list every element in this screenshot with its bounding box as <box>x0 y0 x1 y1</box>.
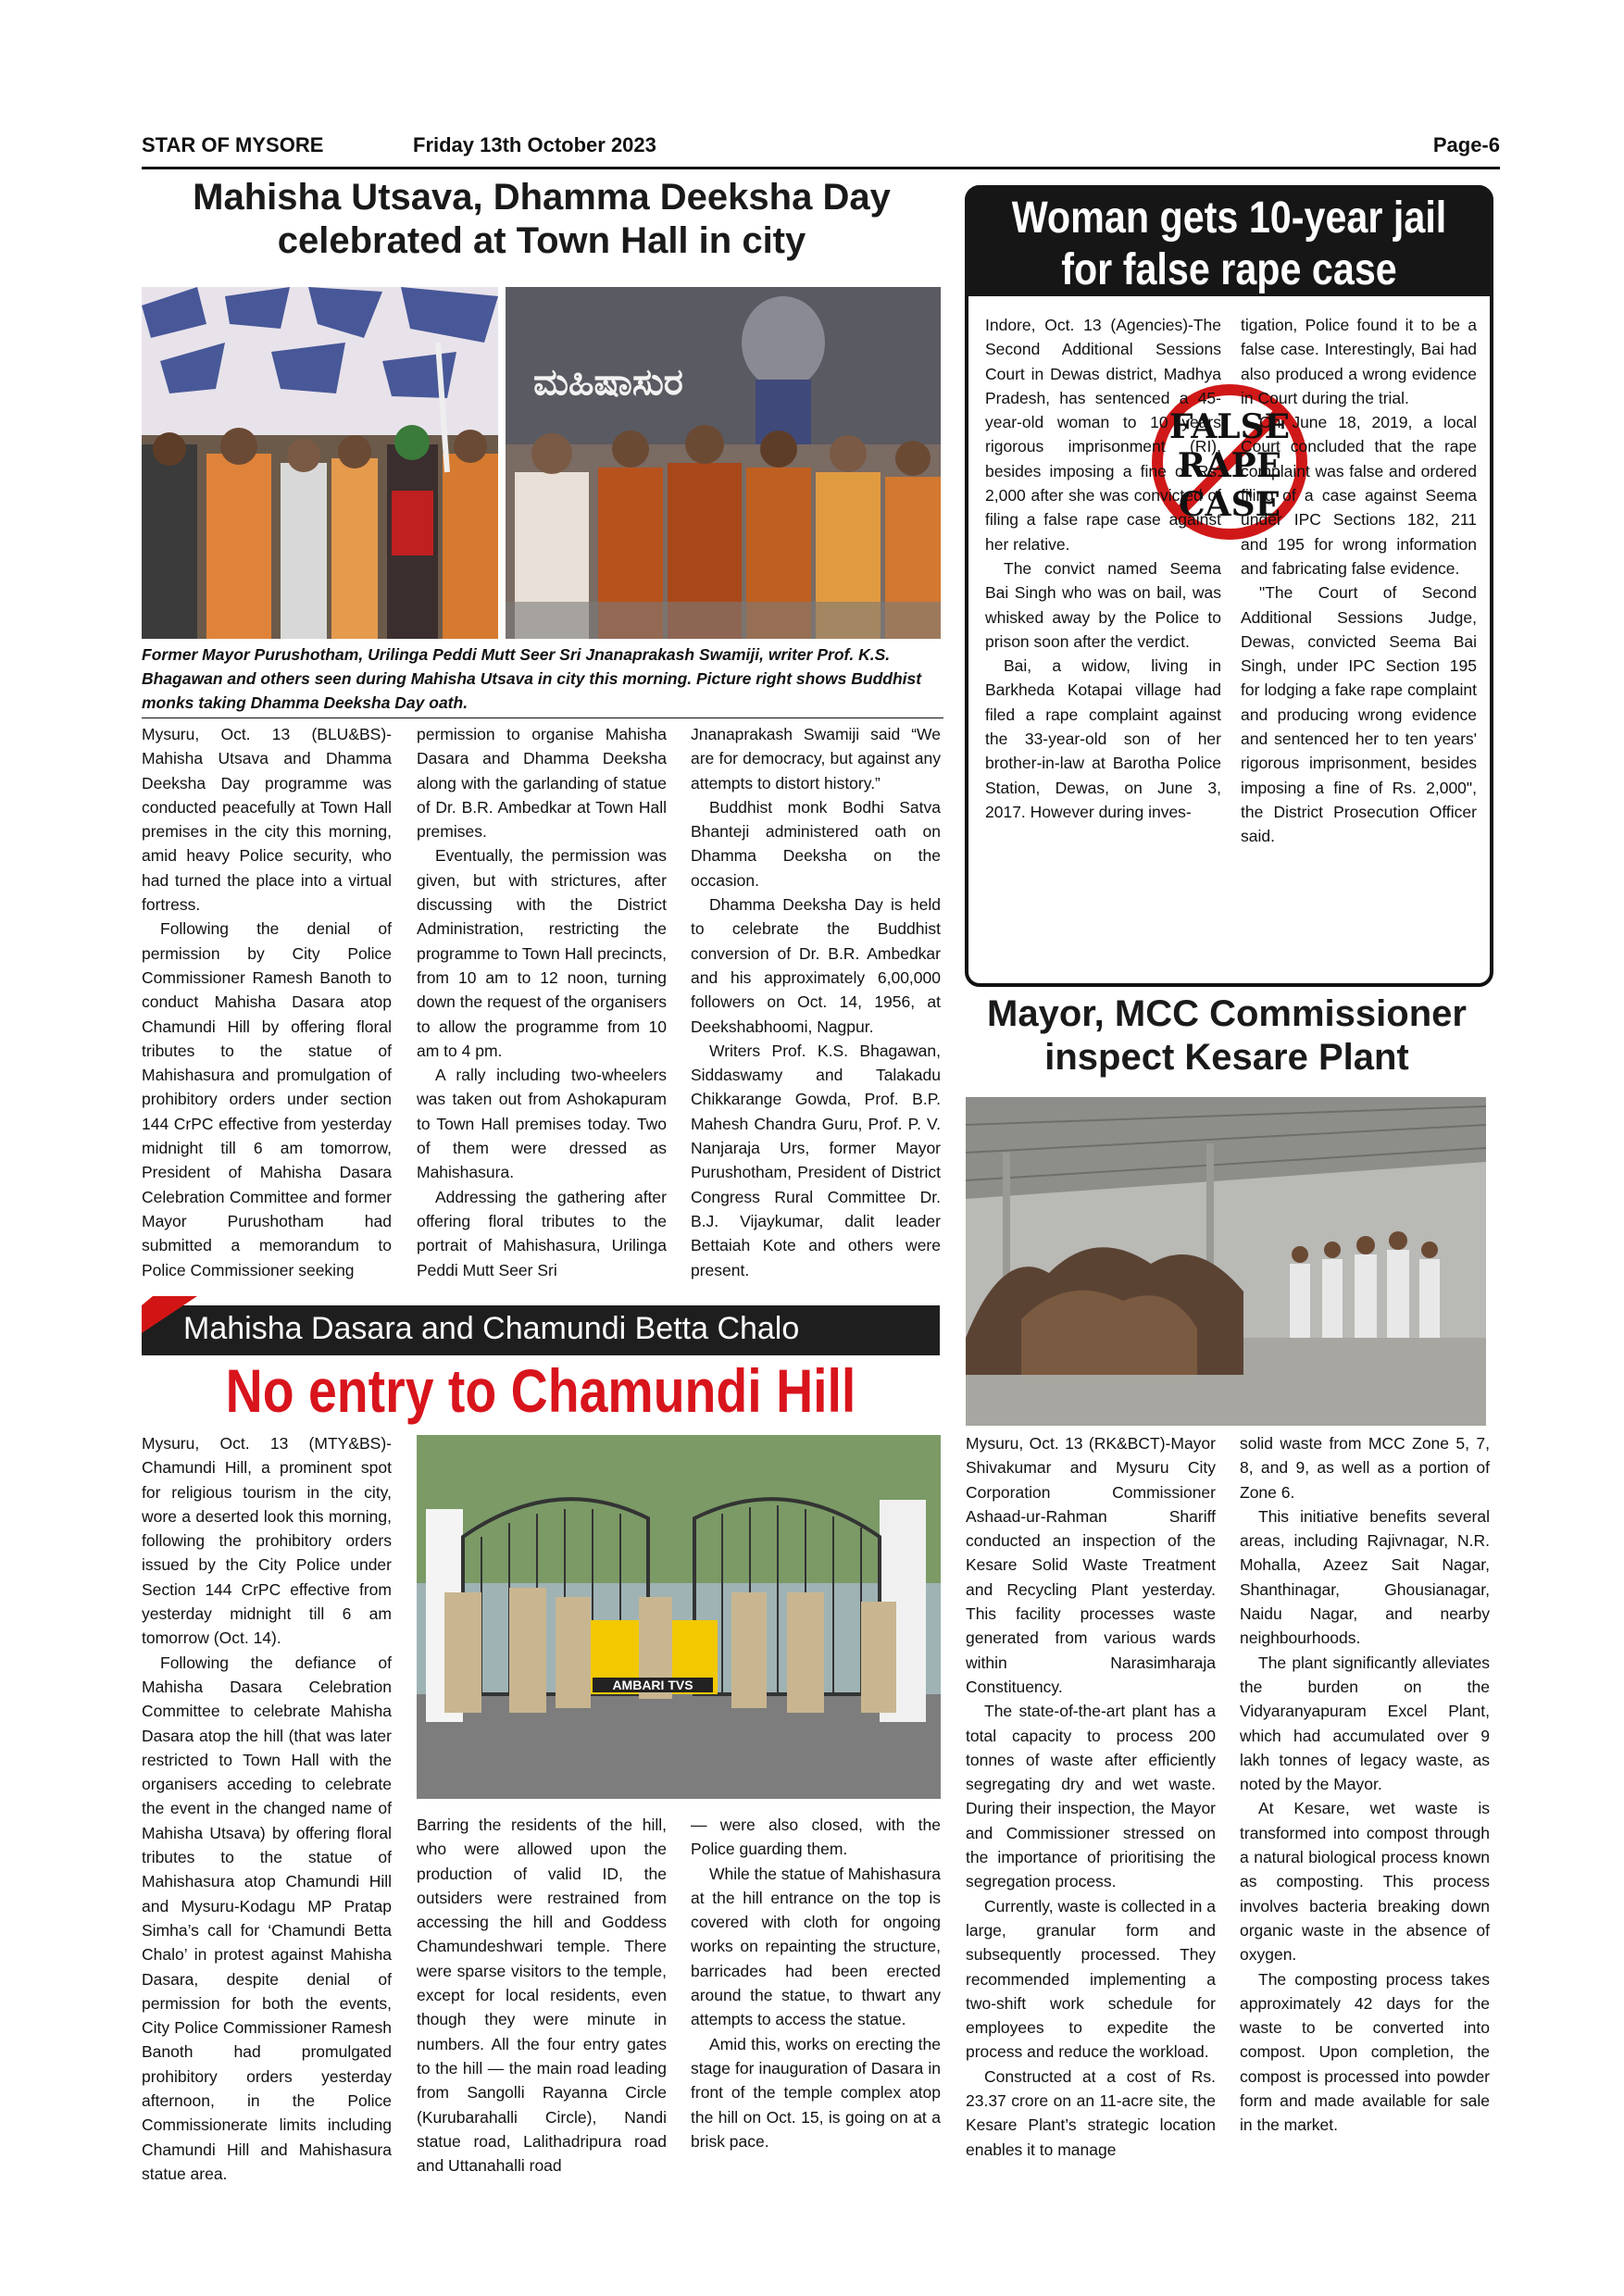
story1-column-2 <box>417 722 667 1282</box>
paragraph: Currently, waste is collected in a large, granular form and subsequently processed. They recommended implementing a two-shift work schedule for employees to expedite the process and reduce the workload. <box>966 1896 1216 2062</box>
story2-headline <box>1005 193 1453 296</box>
waste-plant-inspection-photo <box>966 1097 1486 1426</box>
paragraph: Barring the residents of the hill, who were allowed upon the production of valid ID, the outsiders were restrained from accessing the hill and Goddess Chamundeshwari temple. There were sparse visitors to the temple, except for local residents, even though they were minute in numbers. All the four entry gates to the hill — the main road leading from Sangolli Rayanna Circle (Kurubarahalli Circle), Nandi statue road, Lalithadripura road and Uttanahalli road <box>417 1816 667 2176</box>
paragraph: Mysuru, Oct. 13 (BLU&BS)-Mahisha Utsava and Dhamma Deeksha Day programme was conducted peacefully at Town Hall premises in the city this morning, amid heavy Police security, who had turned the place into a virtual fortress. <box>142 725 392 915</box>
paragraph: solid waste from MCC Zone 5, 7, 8, and 9, as well as a portion of Zone 6. <box>1240 1434 1490 1502</box>
paragraph: Following the denial of permission by City Police Commissioner Ramesh Banoth to conduct Mahisha Dasara atop Chamundi Hill by offering floral tributes to the statue of Mahishasura and promulgation of prohibitory orders under section 144 CrPC effective from yesterday midnight till 6 am tomorrow, President of Mahisha Dasara Celebration Committee and former Mayor Purushotham had submitted a memorandum to Police Commissioner seeking <box>142 919 392 1279</box>
paragraph: The convict named Seema Bai Singh who was on bail, was whisked away by the Police to prison soon after the verdict. <box>985 558 1221 651</box>
paragraph: Eventually, the permission was given, but with strictures, after discussing with the District Administration, restricting the programme to Town Hall precincts, from 10 am to 12 noon, turning down the request of the organisers to allow the programme from 10 am to 4 pm. <box>417 846 667 1060</box>
story3-column-2 <box>417 1813 667 2177</box>
stamp-word-2: RAPE <box>1177 446 1282 485</box>
story3-headline: No entry to Chamundi Hill <box>225 1356 856 1425</box>
story1-headline-line1: Mahisha Utsava, Dhamma Deeksha Day <box>193 177 891 218</box>
paragraph: Buddhist monk Bodhi Satva Bhanteji administered oath on Dhamma Deeksha on the occasion. <box>691 797 941 890</box>
paragraph: Jnanaprakash Swamiji said “We are for democracy, but against any attempts to distort history.” <box>691 725 941 792</box>
paragraph: permission to organise Mahisha Dasara and Dhamma Deeksha along with the garlanding of statue of Dr. B.R. Ambedkar at Town Hall premises. <box>417 725 667 842</box>
paragraph: A rally including two-wheelers was taken out from Ashokapuram to Town Hall premises today. Two of them were dressed as Mahishasura. <box>417 1066 667 1182</box>
story1-column-1 <box>142 722 392 1282</box>
stage-banner-text: ಮಹಿಷಾಸುರ <box>533 361 683 404</box>
story4-headline-line2: inspect Kesare Plant <box>1044 1037 1409 1079</box>
stamp-word-1: FALSE <box>1168 407 1291 446</box>
paragraph: — were also closed, with the Police guarding them. <box>691 1816 941 1859</box>
masthead <box>142 130 1500 169</box>
story3-column-1 <box>142 1431 392 2186</box>
paragraph: At Kesare, wet waste is transformed into compost through a natural biological process known as composting. This process involves bacteria breaking down organic waste in the absence of oxygen. <box>1240 1799 1490 1965</box>
paragraph: Following the defiance of Mahisha Dasara Celebration Committee to celebrate Mahisha Dasara atop the hill (that was later restricted to Town Hall with the organisers acceding to celebrate the event in the changed name of Mahisha Utsava) by offering floral tributes to the statue of Mahishasura atop Chamundi Hill and Mysuru-Kodagu MP Pratap Simha’s call for ‘Chamundi Betta Chalo’ in protest against Mahisha Dasara, despite denial of permission for both the events, City Police Commissioner Ramesh Banoth had promulgated prohibitory orders yesterday afternoon, in the Police Commissionerate limits including Chamundi Hill and Mahishasura statue area. <box>142 1653 392 2183</box>
story2-column-2 <box>1241 313 1477 849</box>
paragraph: "The Court of Second Additional Sessions Judge, Dewas, convicted Seema Bai Singh, under IPC Section 195 for lodging a fake rape complaint and producing wrong evidence and sentenced her to ten years' rigorous imprisonment, besides imposing a fine of Rs. 2,000", the District Prosecution Officer said. <box>1241 583 1477 846</box>
issue-date: Friday 13th October 2023 <box>413 133 656 156</box>
stamp-word-3: CASE <box>1178 485 1281 524</box>
story4-column-1 <box>966 1431 1216 2162</box>
story1-caption: Former Mayor Purushotham, Urilinga Peddi Mutt Seer Sri Jnanaprakash Swamiji, writer Prof. K.S. Bhagawan and others seen during Mahisha Utsava in city this morning. Picture right shows Buddhist monks taking Dhamma Deeksha Day oath. <box>142 645 922 712</box>
paragraph: The state-of-the-art plant has a total capacity to process 200 tonnes of waste after efficiently segregating dry and wet waste. During their inspection, the Mayor and Commissioner stressed on the importance of prioritising the segregation process. <box>966 1702 1216 1891</box>
paragraph: Addressing the gathering after offering floral tributes to the portrait of Mahishasura, Urilinga Peddi Mutt Seer Sri <box>417 1187 667 1279</box>
barricade-text: AMBARI TVS <box>593 1678 713 1692</box>
paragraph: Writers Prof. K.S. Bhagawan, Siddaswamy and Talakadu Chikkarange Gowda, Prof. B.P. Mahesh Chandra Guru, Prof. P. V. Nanjaraja Urs, former Mayor Purushotham, President of District Congress Rural Committee Dr. B.J. Vijaykumar, dalit leader Bettaiah Kote and others were present. <box>691 1041 941 1279</box>
story3-kicker: Mahisha Dasara and Chamundi Betta Chalo <box>183 1311 800 1346</box>
paragraph: This initiative benefits several areas, including Rajivnagar, N.R. Mohalla, Azeez Sait Nagar, Shanthinagar, Ghousianagar, Naidu Nagar, and nearby neighbourhoods. <box>1240 1506 1490 1648</box>
story2-column-1 <box>985 313 1221 824</box>
story4-headline <box>963 992 1491 1079</box>
story1-headline <box>139 176 944 263</box>
paragraph: On June 18, 2019, a local Court concluded that the rape complaint was false and ordered filing of a case against Seema under IPC Sections 182, 211 and 195 for wrong information and fabricating false evidence. <box>1241 413 1477 578</box>
paragraph: Constructed at a cost of Rs. 23.37 crore on an 11-acre site, the Kesare Plant’s strategic location enables it to manage <box>966 2066 1216 2159</box>
story2-headline-line2: for false rape case <box>1061 245 1397 294</box>
police-at-gate-photo <box>417 1435 941 1799</box>
paragraph: Amid this, works on erecting the stage for inauguration of Dasara in front of the temple complex atop the hill on Oct. 15, is going on at a brisk pace. <box>691 2034 941 2151</box>
paragraph: The plant significantly alleviates the burden on the Vidyaranyapuram Excel Plant, which had accumulated over 9 lakh tonnes of legacy waste, as noted by the Mayor. <box>1240 1653 1490 1794</box>
story1-headline-line2: celebrated at Town Hall in city <box>277 220 806 262</box>
paragraph: Mysuru, Oct. 13 (RK&BCT)-Mayor Shivakumar and Mysuru City Corporation Commissioner Ashaad-ur-Rahman Shariff conducted an inspection of the Kesare Solid Waste Treatment and Recycling Plant yesterday. This facility processes waste generated from various wards within Narasimharaja Constituency. <box>966 1434 1216 1696</box>
paragraph: The composting process takes approximately 42 days for the waste to be converted into compost. Upon completion, the compost is processed into powder form and made available for sale in the market. <box>1240 1969 1490 2135</box>
story-false-rape-case <box>965 185 1493 987</box>
page-number: Page-6 <box>1432 133 1500 156</box>
story2-headline-line1: Woman gets 10-year jail <box>1011 193 1447 243</box>
story3-photo <box>417 1435 941 1799</box>
story4-headline-line1: Mayor, MCC Commissioner <box>987 993 1467 1034</box>
story3-column-3 <box>691 1813 941 2153</box>
story4-column-2 <box>1240 1431 1490 2138</box>
paragraph: Mysuru, Oct. 13 (MTY&BS)-Chamundi Hill, a prominent spot for religious tourism in the city, wore a deserted look this morning, following the prohibitory orders issued by the City Police under Section 144 CrPC effective from yesterday midnight till 6 am tomorrow (Oct. 14). <box>142 1434 392 1648</box>
story1-column-3 <box>691 722 941 1282</box>
story4-photo <box>966 1097 1486 1426</box>
paragraph: Bai, a widow, living in Barkheda Kotapai village had filed a rape complaint against the 33-year-old son of her brother-in-law at Barotha Police Station, Dewas, on June 3, 2017. However during inves- <box>985 656 1221 821</box>
town-hall-stage-photo <box>142 287 498 639</box>
paragraph: While the statue of Mahishasura at the hill entrance on the top is covered with cloth for ongoing works on repainting the structure, barricades had been erected around the statue, to thwart any attempts to access the statue. <box>691 1864 941 2029</box>
story1-photo-left <box>142 287 498 639</box>
paragraph: Dhamma Deeksha Day is held to celebrate the Buddhist conversion of Dr. B.R. Ambedkar and his approximately 6,00,000 followers on Oct. 14, 1956, at Deekshabhoomi, Nagpur. <box>691 895 941 1036</box>
paper-name: STAR OF MYSORE <box>142 133 324 156</box>
paragraph: Indore, Oct. 13 (Agencies)-The Second Additional Sessions Court in Dewas district, Madhya Pradesh, has sentenced a 45-year-old woman to 10 years rigorous imprisonment (RI), besides imposing a fine of Rs. 2,000 after she was convicted of filing a false rape case against her relative. <box>985 316 1221 554</box>
monks-group <box>506 287 941 639</box>
paragraph: tigation, Police found it to be a false case. Interestingly, Bai had also produced a wrong evidence in Court during the trial. <box>1241 316 1477 407</box>
story1-photo-right <box>506 287 941 639</box>
